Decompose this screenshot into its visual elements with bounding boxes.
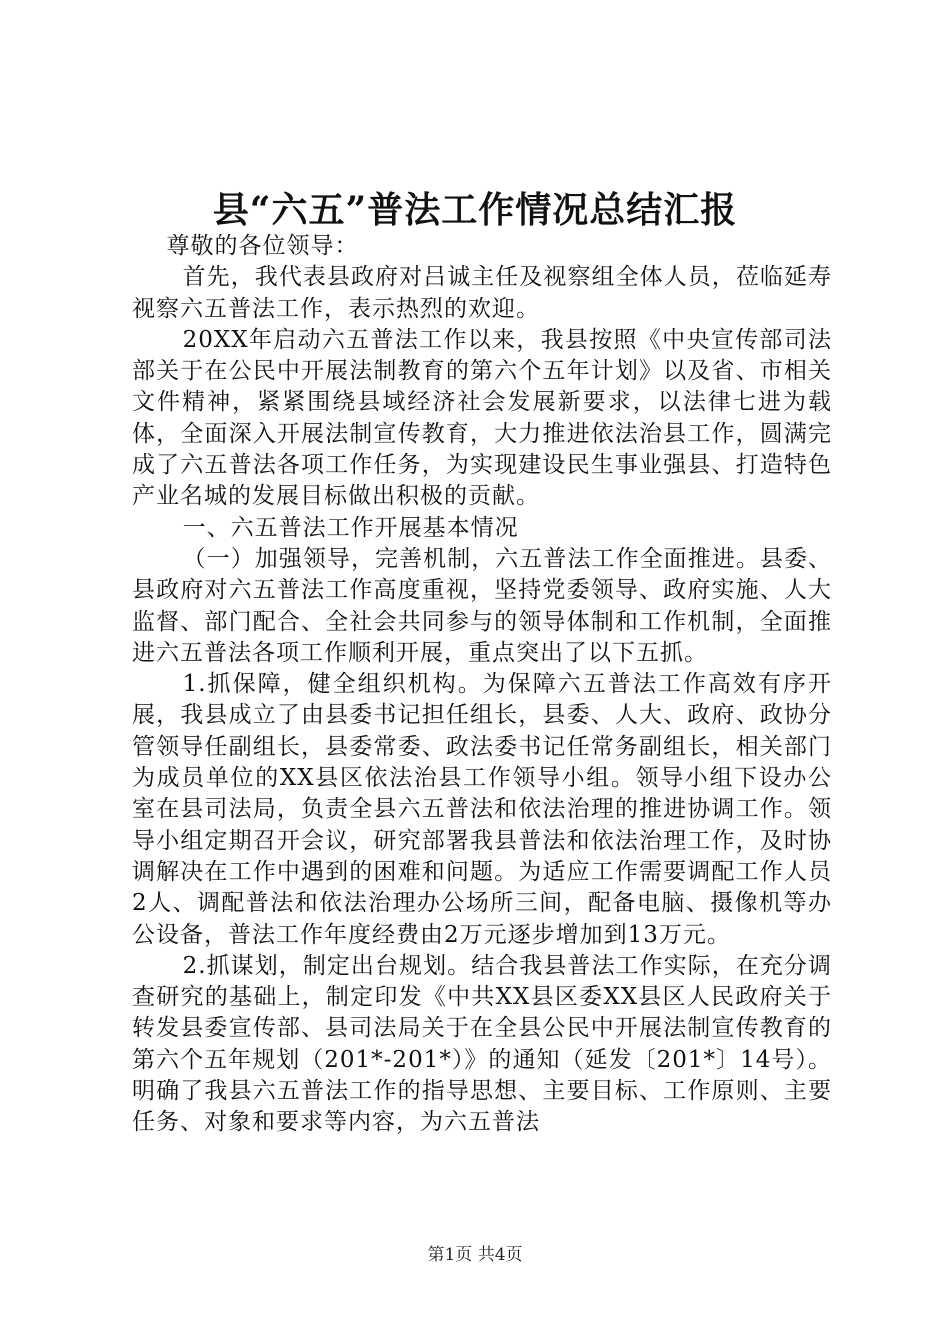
body-paragraph: 2.抓谋划，制定出台规划。结合我县普法工作实际，在充分调查研究的基础上，制定印发《中共XX县区委XX县区人民政府关于转发县委宣传部、县司法局关于在全县公民中开展法制宣传教育的第六个五年规划（201*-201*）》的通知（延发〔201*〕14号）。明确了我县六五普法工作的指导思想、主要目标、工作原则、主要任务、对象和要求等内容，为六五普法 xyxy=(132,952,832,1136)
greeting-paragraph: 尊敬的各位领导： xyxy=(166,233,359,259)
body-paragraph: 首先，我代表县政府对吕诚主任及视察组全体人员，莅临延寿视察六五普法工作，表示热烈的欢迎。 xyxy=(132,264,832,322)
body-paragraph: 1.抓保障，健全组织机构。为保障六五普法工作高效有序开展，我县成立了由县委书记担任组长，县委、人大、政府、政协分管领导任副组长，县委常委、政法委书记任常务副组长，相关部门为成员单位的XX县区依法治县工作领导小组。领导小组下设办公室在县司法局，负责全县六五普法和依法治理的推进协调工作。领导小组定期召开会议，研究部署我县普法和依法治理工作，及时协调解决在工作中遇到的困难和问题。为适应工作需要调配工作人员2人、调配普法和依法治理办公场所三间，配备电脑、摄像机等办公设备，普法工作年度经费由2万元逐步增加到13万元。 xyxy=(132,671,832,948)
body-paragraph: 20XX年启动六五普法工作以来，我县按照《中央宣传部司法部关于在公民中开展法制教育的第六个五年计划》以及省、市相关文件精神，紧紧围绕县域经济社会发展新要求，以法律七进为载体，全面深入开展法制宣传教育，大力推进依法治县工作，圆满完成了六五普法各项工作任务，为实现建设民生事业强县、打造特色产业名城的发展目标做出积极的贡献。 xyxy=(132,326,832,510)
document-body xyxy=(132,231,832,1139)
body-paragraph: （一）加强领导，完善机制，六五普法工作全面推进。县委、县政府对六五普法工作高度重视，坚持党委领导、政府实施、人大监督、部门配合、全社会共同参与的领导体制和工作机制，全面推进六五普法各项工作顺利开展，重点突出了以下五抓。 xyxy=(132,545,832,666)
document-title: 县“六五”普法工作情况总结汇报 xyxy=(212,189,738,231)
section-heading: 一、六五普法工作开展基本情况 xyxy=(182,514,519,541)
page-footer: 第1页 共4页 xyxy=(427,1245,523,1265)
